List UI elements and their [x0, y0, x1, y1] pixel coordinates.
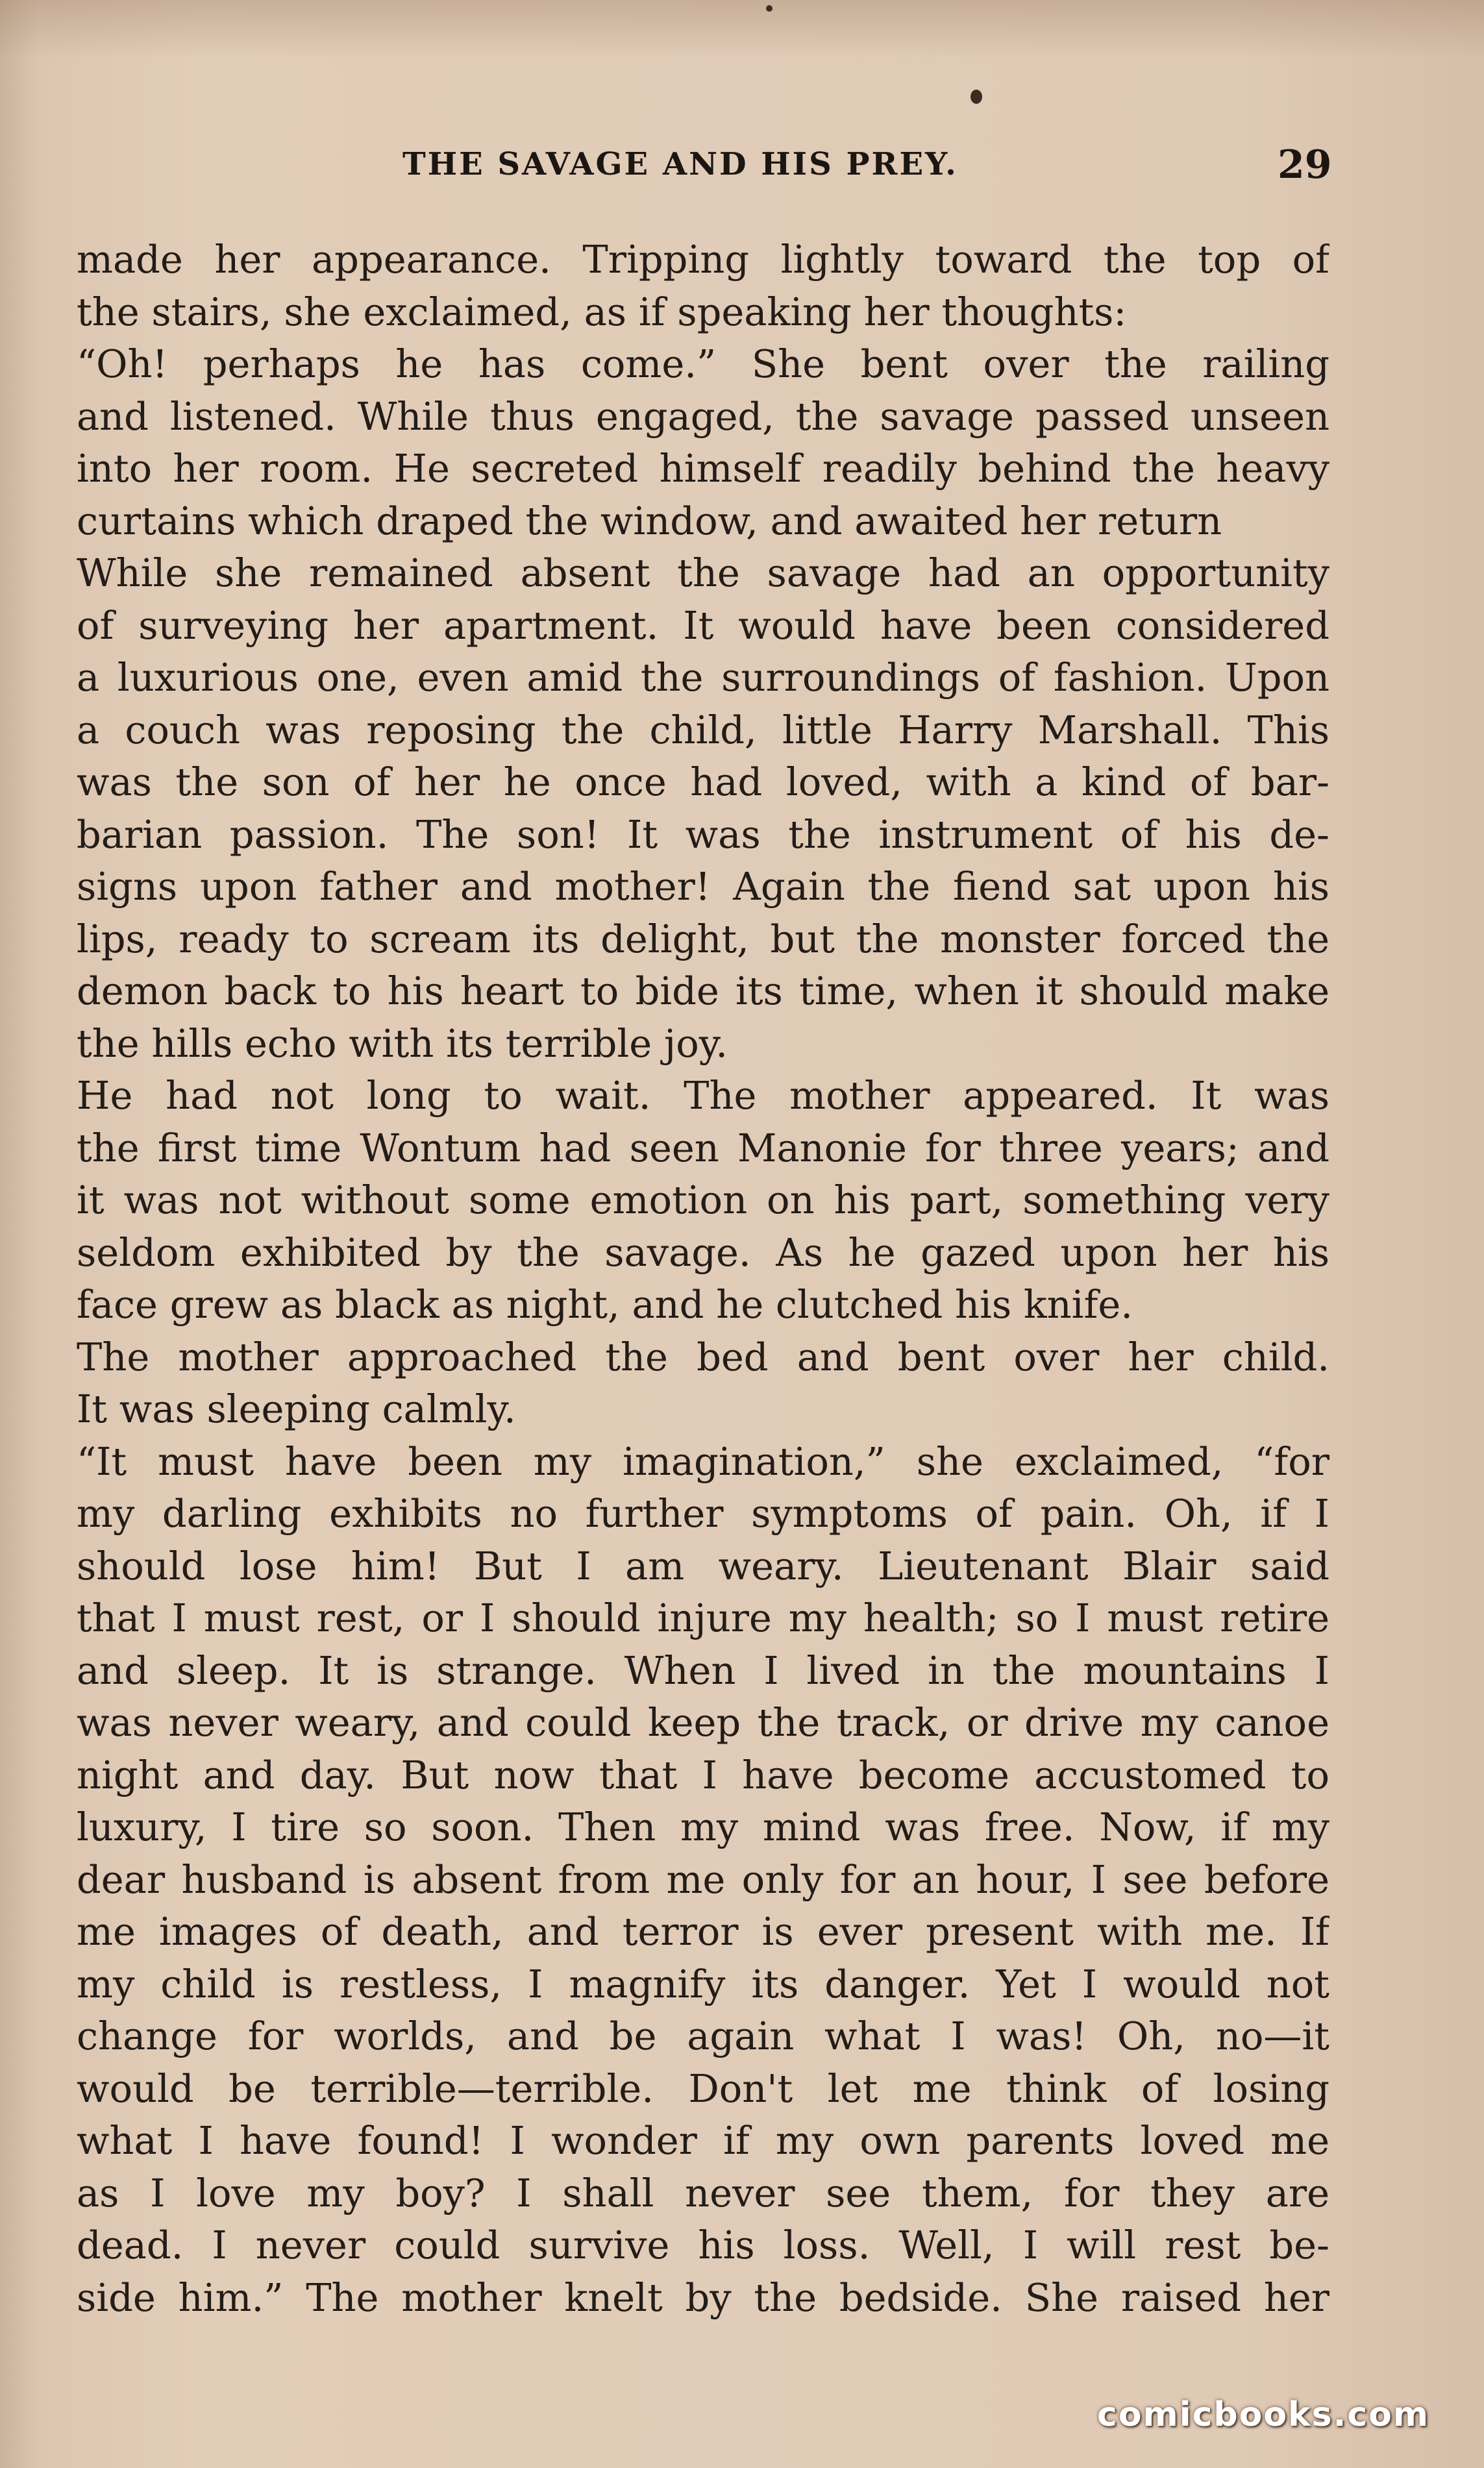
- text-line: dear husband is absent from me only for an hour, I see before: [77, 1857, 1329, 1902]
- page-number: 29: [1278, 142, 1332, 188]
- text-line: face grew as black as night, and he clutched his knife.: [77, 1282, 1133, 1327]
- text-line: it was not without some emotion on his part, something very: [77, 1178, 1329, 1222]
- text-line: dead. I never could survive his loss. Well, I will rest be-: [77, 2223, 1329, 2267]
- ink-speck: [766, 5, 773, 12]
- text-line: my child is restless, I magnify its danger. Yet I would not: [77, 1961, 1329, 2006]
- text-line: He had not long to wait. The mother appeared. It was: [77, 1073, 1329, 1118]
- text-line: as I love my boy? I shall never see them, for they are: [77, 2170, 1329, 2215]
- text-line: the stairs, she exclaimed, as if speaking her thoughts:: [77, 289, 1127, 334]
- text-line: While she remained absent the savage had an opportunity: [77, 550, 1329, 595]
- text-line: a couch was reposing the child, little Harry Marshall. This: [77, 707, 1329, 752]
- text-line: seldom exhibited by the savage. As he gazed upon her his: [77, 1229, 1329, 1275]
- text-line: change for worlds, and be again what I was! Oh, no—it: [77, 2014, 1329, 2058]
- ink-speck: [971, 90, 982, 104]
- text-line: was never weary, and could keep the track, or drive my canoe: [77, 1700, 1329, 1745]
- text-line: signs upon father and mother! Again the fiend sat upon his: [77, 864, 1329, 909]
- text-line: lips, ready to scream its delight, but the monster forced the: [77, 916, 1329, 961]
- text-line: side him.” The mother knelt by the bedside. She raised her: [77, 2275, 1329, 2320]
- text-line: and sleep. It is strange. When I lived in the mountains I: [77, 1647, 1329, 1693]
- text-line: “It must have been my imagination,” she exclaimed, “for: [77, 1438, 1329, 1484]
- page-top-shadow: [0, 0, 1484, 58]
- text-line: the first time Wontum had seen Manonie for three years; and: [77, 1125, 1329, 1170]
- text-line: and listened. While thus engaged, the savage passed unseen: [77, 393, 1329, 439]
- text-line: me images of death, and terror is ever present with me. If: [77, 1909, 1329, 1954]
- text-line: was the son of her he once had loved, with a kind of bar-: [77, 759, 1329, 804]
- text-line: night and day. But now that I have become accustomed to: [77, 1752, 1329, 1797]
- text-line: It was sleeping calmly.: [77, 1387, 516, 1431]
- text-line: into her room. He secreted himself readily behind the heavy: [77, 446, 1329, 491]
- text-line: the hills echo with its terrible joy.: [77, 1020, 728, 1066]
- text-line: demon back to his heart to bide its time, when it should make: [77, 969, 1329, 1013]
- text-line: made her appearance. Tripping lightly toward the top of: [77, 237, 1329, 282]
- body-text: [77, 234, 1329, 2324]
- running-head: [0, 142, 1484, 191]
- text-line: a luxurious one, even amid the surroundings of fashion. Upon: [77, 655, 1329, 700]
- text-line: curtains which draped the window, and awaited her return: [77, 498, 1222, 543]
- text-line: my darling exhibits no further symptoms of pain. Oh, if I: [77, 1491, 1329, 1536]
- text-line: barian passion. The son! It was the instrument of his de-: [77, 811, 1329, 857]
- text-line: The mother approached the bed and bent over her child.: [77, 1334, 1329, 1379]
- text-line: of surveying her apartment. It would have been considered: [77, 602, 1329, 648]
- text-line: should lose him! But I am weary. Lieutenant Blair said: [77, 1543, 1329, 1588]
- text-line: luxury, I tire so soon. Then my mind was free. Now, if my: [77, 1805, 1329, 1849]
- text-line: what I have found! I wonder if my own parents loved me: [77, 2118, 1329, 2163]
- text-line: that I must rest, or I should injure my health; so I must retire: [77, 1596, 1329, 1640]
- text-line: would be terrible—terrible. Don't let me think of losing: [77, 2066, 1329, 2111]
- text-line: “Oh! perhaps he has come.” She bent over the railing: [77, 341, 1329, 386]
- watermark: comicbooks.com: [1097, 2395, 1430, 2434]
- running-title: THE SAVAGE AND HIS PREY.: [402, 146, 958, 182]
